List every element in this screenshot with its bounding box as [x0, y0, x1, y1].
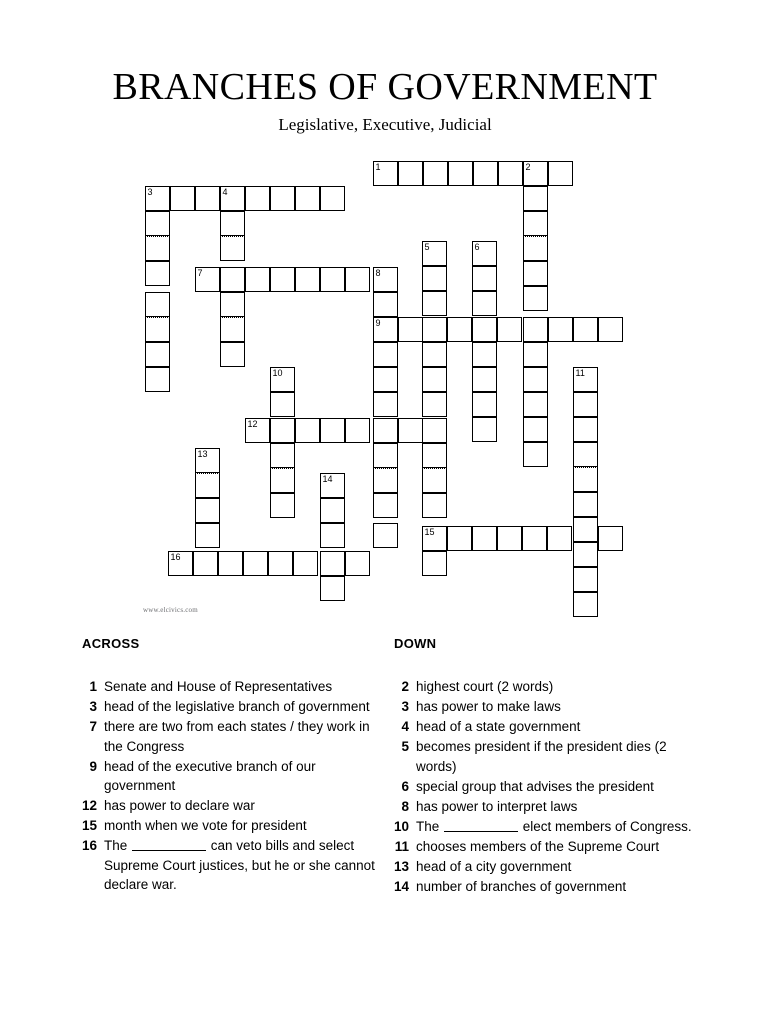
crossword-cell[interactable] — [523, 286, 548, 311]
crossword-cell[interactable] — [373, 292, 398, 317]
clue-number: 4 — [401, 719, 409, 734]
cell-number-6: 6 — [474, 242, 480, 252]
clue-text: has power to make laws — [416, 699, 561, 714]
crossword-cell[interactable] — [548, 161, 573, 186]
crossword-cell[interactable] — [220, 236, 245, 261]
cell-number-9: 9 — [375, 318, 381, 328]
crossword-cell-numbered[interactable] — [145, 186, 170, 211]
crossword-cell[interactable] — [497, 526, 522, 551]
cell-number-16: 16 — [170, 552, 181, 562]
crossword-cell[interactable] — [422, 291, 447, 316]
cell-number-11: 11 — [575, 368, 585, 378]
clue-text: head of a state government — [416, 719, 581, 734]
crossword-cell-numbered[interactable] — [373, 161, 398, 186]
crossword-cell[interactable] — [220, 292, 245, 317]
crossword-cell[interactable] — [373, 342, 398, 367]
crossword-cell-numbered[interactable] — [320, 473, 345, 498]
crossword-cell[interactable] — [422, 493, 447, 518]
clue-text: special group that advises the president — [416, 778, 654, 794]
cell-number-5: 5 — [424, 242, 430, 252]
down-heading: DOWN — [394, 636, 437, 651]
clue-item — [394, 737, 694, 776]
crossword-cell[interactable] — [195, 473, 220, 498]
crossword-cell[interactable] — [373, 468, 398, 493]
crossword-cell[interactable] — [472, 417, 497, 442]
clue-item — [82, 836, 387, 895]
crossword-cell[interactable] — [270, 392, 295, 417]
crossword-cell[interactable] — [523, 317, 548, 342]
crossword-cell[interactable] — [320, 551, 345, 576]
crossword-cell[interactable] — [270, 443, 295, 468]
clue-text: has power to declare war — [104, 798, 255, 813]
fill-in-blank-rule — [132, 838, 206, 851]
clue-number: 2 — [401, 679, 409, 694]
clue-text: month when we vote for president — [104, 818, 307, 833]
crossword-cell[interactable] — [422, 468, 447, 493]
crossword-cell[interactable] — [295, 267, 320, 292]
crossword-cell[interactable] — [320, 498, 345, 523]
clue-item — [82, 757, 387, 796]
crossword-cell[interactable] — [422, 342, 447, 367]
crossword-cell[interactable] — [448, 161, 473, 186]
crossword-cell[interactable] — [243, 551, 268, 576]
crossword-cell-numbered[interactable] — [573, 367, 598, 392]
crossword-cell[interactable] — [145, 292, 170, 317]
cell-number-3: 3 — [147, 187, 153, 197]
clue-text: chooses members of the Supreme Court — [416, 838, 660, 854]
crossword-cell[interactable] — [295, 418, 320, 443]
clue-number: 14 — [394, 878, 410, 894]
crossword-cell[interactable] — [472, 266, 497, 291]
crossword-cell[interactable] — [447, 526, 472, 551]
clue-number: 7 — [89, 719, 97, 734]
clue-item — [394, 697, 694, 717]
cell-number-15: 15 — [424, 527, 435, 537]
clue-number: 8 — [401, 798, 409, 814]
crossword-cell[interactable] — [523, 236, 548, 261]
crossword-cell[interactable] — [422, 367, 447, 392]
crossword-cell[interactable] — [523, 211, 548, 236]
crossword-cell[interactable] — [193, 551, 218, 576]
crossword-cell[interactable] — [195, 523, 220, 548]
crossword-cell[interactable] — [220, 211, 245, 236]
crossword-cell[interactable] — [472, 342, 497, 367]
fill-in-blank-rule — [444, 819, 518, 832]
crossword-cell[interactable] — [573, 492, 598, 517]
crossword-cell[interactable] — [523, 417, 548, 442]
crossword-cell[interactable] — [573, 517, 598, 542]
crossword-cell[interactable] — [320, 523, 345, 548]
crossword-cell[interactable] — [447, 317, 472, 342]
crossword-cell-numbered[interactable] — [422, 241, 447, 266]
crossword-cell[interactable] — [523, 342, 548, 367]
cell-number-4: 4 — [222, 187, 228, 197]
crossword-cell[interactable] — [472, 317, 497, 342]
crossword-cell[interactable] — [270, 493, 295, 518]
clue-number: 1 — [89, 679, 97, 694]
clue-number: 13 — [394, 858, 410, 874]
crossword-cell[interactable] — [145, 261, 170, 286]
crossword-cell[interactable] — [270, 186, 295, 211]
across-heading: ACROSS — [82, 636, 140, 651]
clue-number: 3 — [89, 699, 97, 714]
crossword-cell[interactable] — [573, 592, 598, 617]
crossword-cell[interactable] — [573, 542, 598, 567]
crossword-cell[interactable] — [422, 551, 447, 576]
clue-text: has power to interpret laws — [416, 798, 578, 814]
crossword-cell[interactable] — [523, 186, 548, 211]
crossword-cell[interactable] — [548, 317, 573, 342]
crossword-cell[interactable] — [145, 211, 170, 236]
crossword-cell[interactable] — [547, 526, 572, 551]
clue-item — [82, 697, 387, 717]
crossword-cell[interactable] — [398, 317, 423, 342]
clue-item — [394, 717, 694, 737]
across-clues-section — [82, 636, 387, 895]
crossword-cell[interactable] — [423, 161, 448, 186]
clue-text: The can veto bills and select Supreme Court justices, but he or she cannot declare war. — [104, 838, 375, 892]
clue-text: Senate and House of Representatives — [104, 679, 333, 694]
clue-item — [394, 797, 694, 817]
crossword-cell[interactable] — [345, 551, 370, 576]
crossword-cell[interactable] — [422, 418, 447, 443]
crossword-cell[interactable] — [373, 493, 398, 518]
clue-number: 15 — [82, 818, 98, 833]
clue-text: head of the executive branch of our government — [104, 758, 316, 793]
page-subtitle: Legislative, Executive, Judicial — [278, 114, 492, 134]
crossword-cell[interactable] — [145, 236, 170, 261]
clue-text: head of the legislative branch of government — [104, 699, 370, 714]
crossword-cell[interactable] — [472, 291, 497, 316]
clue-text: The elect members of Congress. — [416, 818, 692, 834]
crossword-cell[interactable] — [373, 443, 398, 468]
crossword-cell[interactable] — [473, 161, 498, 186]
clue-item — [394, 877, 694, 897]
clue-number: 3 — [401, 699, 409, 714]
cell-number-13: 13 — [197, 449, 208, 459]
crossword-cell[interactable] — [320, 576, 345, 601]
crossword-cell[interactable] — [270, 418, 295, 443]
cell-number-12: 12 — [247, 419, 258, 429]
crossword-cell[interactable] — [497, 317, 522, 342]
clue-item — [394, 857, 694, 877]
crossword-cell[interactable] — [220, 342, 245, 367]
across-clue-list — [82, 677, 387, 895]
crossword-cell[interactable] — [498, 161, 523, 186]
crossword-cell[interactable] — [373, 523, 398, 548]
clue-text: there are two from each states / they work in the Congress — [104, 719, 370, 754]
clue-item — [394, 777, 694, 797]
crossword-cell[interactable] — [145, 367, 170, 392]
page-title: BRANCHES OF GOVERNMENT — [112, 66, 658, 108]
crossword-cell[interactable] — [472, 392, 497, 417]
cell-number-10: 10 — [272, 368, 283, 378]
crossword-cell[interactable] — [345, 267, 370, 292]
crossword-cell-numbered[interactable] — [220, 186, 245, 211]
crossword-cell[interactable] — [145, 317, 170, 342]
cell-number-8: 8 — [375, 268, 381, 278]
crossword-cell[interactable] — [598, 317, 623, 342]
clue-number: 9 — [89, 758, 97, 774]
crossword-cell-numbered[interactable] — [270, 367, 295, 392]
clue-number: 10 — [394, 818, 410, 834]
clue-item — [82, 816, 387, 836]
clue-number: 11 — [394, 838, 409, 854]
crossword-cell[interactable] — [523, 392, 548, 417]
crossword-cell-numbered[interactable] — [245, 418, 270, 443]
crossword-cell[interactable] — [523, 261, 548, 286]
crossword-cell[interactable] — [523, 442, 548, 467]
clue-number: 5 — [401, 739, 409, 754]
clue-item — [394, 677, 694, 697]
crossword-cell[interactable] — [345, 418, 370, 443]
crossword-cell[interactable] — [522, 526, 547, 551]
crossword-cell[interactable] — [320, 186, 345, 211]
crossword-cell[interactable] — [220, 317, 245, 342]
crossword-cell[interactable] — [320, 418, 345, 443]
crossword-cell[interactable] — [293, 551, 318, 576]
cell-number-1: 1 — [375, 162, 381, 172]
crossword-cell[interactable] — [270, 267, 295, 292]
crossword-cell[interactable] — [573, 442, 598, 467]
clue-item — [82, 717, 387, 756]
crossword-cell[interactable] — [220, 267, 245, 292]
clue-item — [394, 817, 694, 837]
crossword-cell[interactable] — [422, 443, 447, 468]
clue-text: highest court (2 words) — [416, 679, 554, 694]
crossword-cell[interactable] — [573, 417, 598, 442]
crossword-cell[interactable] — [270, 468, 295, 493]
clue-number: 16 — [82, 838, 98, 853]
crossword-cell-numbered[interactable] — [195, 267, 220, 292]
crossword-cell[interactable] — [195, 498, 220, 523]
crossword-cell[interactable] — [422, 392, 447, 417]
clue-item — [82, 796, 387, 816]
crossword-cell[interactable] — [573, 392, 598, 417]
crossword-cell-numbered[interactable] — [523, 161, 548, 186]
clue-text: head of a city government — [416, 858, 572, 874]
crossword-cell[interactable] — [598, 526, 623, 551]
crossword-cell[interactable] — [218, 551, 243, 576]
source-credit-url: www.elcivics.com — [143, 606, 198, 614]
crossword-cell[interactable] — [245, 267, 270, 292]
crossword-cell[interactable] — [373, 392, 398, 417]
crossword-cell[interactable] — [472, 526, 497, 551]
down-clue-list — [394, 677, 694, 896]
crossword-cell[interactable] — [573, 467, 598, 492]
crossword-cell-numbered[interactable] — [422, 526, 447, 551]
cell-number-2: 2 — [525, 162, 531, 172]
crossword-cell[interactable] — [373, 367, 398, 392]
crossword-cell-numbered[interactable] — [195, 448, 220, 473]
cell-number-7: 7 — [197, 268, 203, 278]
crossword-cell-numbered[interactable] — [472, 241, 497, 266]
crossword-cell[interactable] — [398, 418, 423, 443]
clue-number: 6 — [401, 778, 409, 794]
crossword-cell[interactable] — [573, 567, 598, 592]
crossword-cell[interactable] — [472, 367, 497, 392]
crossword-cell[interactable] — [170, 186, 195, 211]
crossword-cell[interactable] — [245, 186, 270, 211]
crossword-cell[interactable] — [398, 161, 423, 186]
crossword-cell[interactable] — [268, 551, 293, 576]
clue-text: becomes president if the president dies (2 words) — [416, 739, 667, 774]
crossword-cell-numbered[interactable] — [373, 317, 398, 342]
crossword-cell[interactable] — [195, 186, 220, 211]
crossword-cell-numbered[interactable] — [373, 267, 398, 292]
cell-number-14: 14 — [322, 474, 333, 484]
crossword-cell[interactable] — [145, 342, 170, 367]
down-clues-section — [394, 636, 694, 897]
clue-item — [394, 837, 694, 857]
clue-item — [82, 677, 387, 697]
clue-text: number of branches of government — [416, 878, 627, 894]
crossword-cell[interactable] — [573, 317, 598, 342]
crossword-cell[interactable] — [422, 266, 447, 291]
crossword-cell[interactable] — [422, 317, 447, 342]
clue-number: 12 — [82, 798, 98, 813]
crossword-cell-numbered[interactable] — [168, 551, 193, 576]
crossword-cell[interactable] — [295, 186, 320, 211]
crossword-cell[interactable] — [523, 367, 548, 392]
crossword-cell[interactable] — [373, 418, 398, 443]
crossword-cell[interactable] — [320, 267, 345, 292]
